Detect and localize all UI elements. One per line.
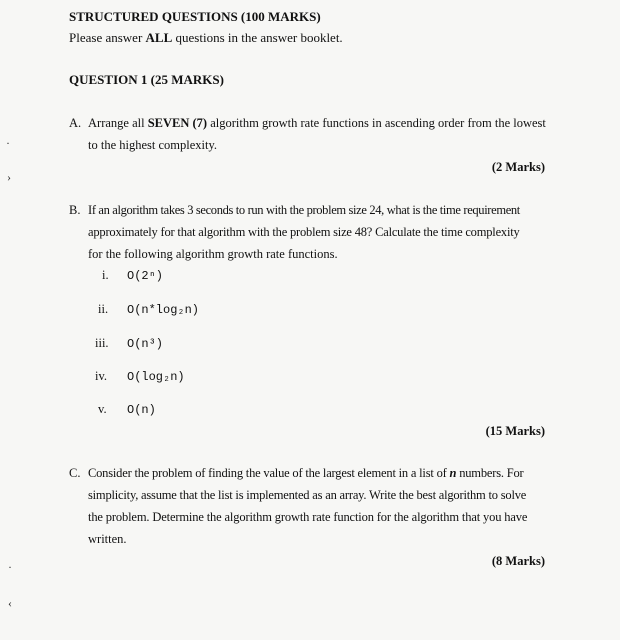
part-a-line1: Arrange all SEVEN (7) algorithm growth rate functions in ascending order from the lowest: [88, 116, 546, 130]
part-c-label: C.: [69, 466, 81, 480]
part-c-line1: Consider the problem of finding the value of the largest element in a list of n numbers. For: [88, 466, 524, 480]
edge-mark: ‹: [8, 596, 12, 610]
part-b-marks: (15 Marks): [485, 424, 545, 438]
item-numeral: i.: [102, 268, 109, 282]
growth-function: O(log₂n): [127, 370, 185, 384]
part-c-marks: (8 Marks): [491, 554, 545, 568]
part-a-line2: to the highest complexity.: [88, 138, 218, 152]
edge-dot: ·: [6, 136, 10, 150]
part-b-label: B.: [69, 203, 81, 217]
section-title: STRUCTURED QUESTIONS (100 MARKS): [69, 9, 321, 24]
item-numeral: v.: [98, 402, 107, 416]
instructions: Please answer ALL questions in the answer booklet.: [69, 30, 343, 45]
part-a-marks: (2 Marks): [491, 160, 545, 174]
item-numeral: ii.: [98, 302, 109, 316]
edge-mark: ›: [7, 170, 11, 184]
part-a-label: A.: [69, 116, 82, 130]
item-numeral: iv.: [95, 369, 108, 383]
growth-function: O(2ⁿ): [127, 269, 164, 283]
part-c-line3: the problem. Determine the algorithm growth rate function for the algorithm that you have: [88, 510, 528, 524]
part-c-line4: written.: [88, 532, 127, 546]
growth-function: O(n): [127, 403, 156, 417]
part-b-line2: approximately for that algorithm with the problem size 48? Calculate the time complexity: [88, 225, 520, 239]
question-heading: QUESTION 1 (25 MARKS): [69, 72, 224, 87]
edge-dot: ·: [8, 560, 12, 574]
part-b-line3: for the following algorithm growth rate functions.: [88, 247, 338, 261]
part-b-line1: If an algorithm takes 3 seconds to run with the problem size 24, what is the time requirement: [88, 203, 520, 217]
part-c-line2: simplicity, assume that the list is implemented as an array. Write the best algorithm to solve: [88, 488, 527, 502]
item-numeral: iii.: [95, 336, 109, 350]
growth-function: O(n³): [127, 337, 164, 351]
growth-function: O(n*log₂n): [127, 303, 200, 317]
